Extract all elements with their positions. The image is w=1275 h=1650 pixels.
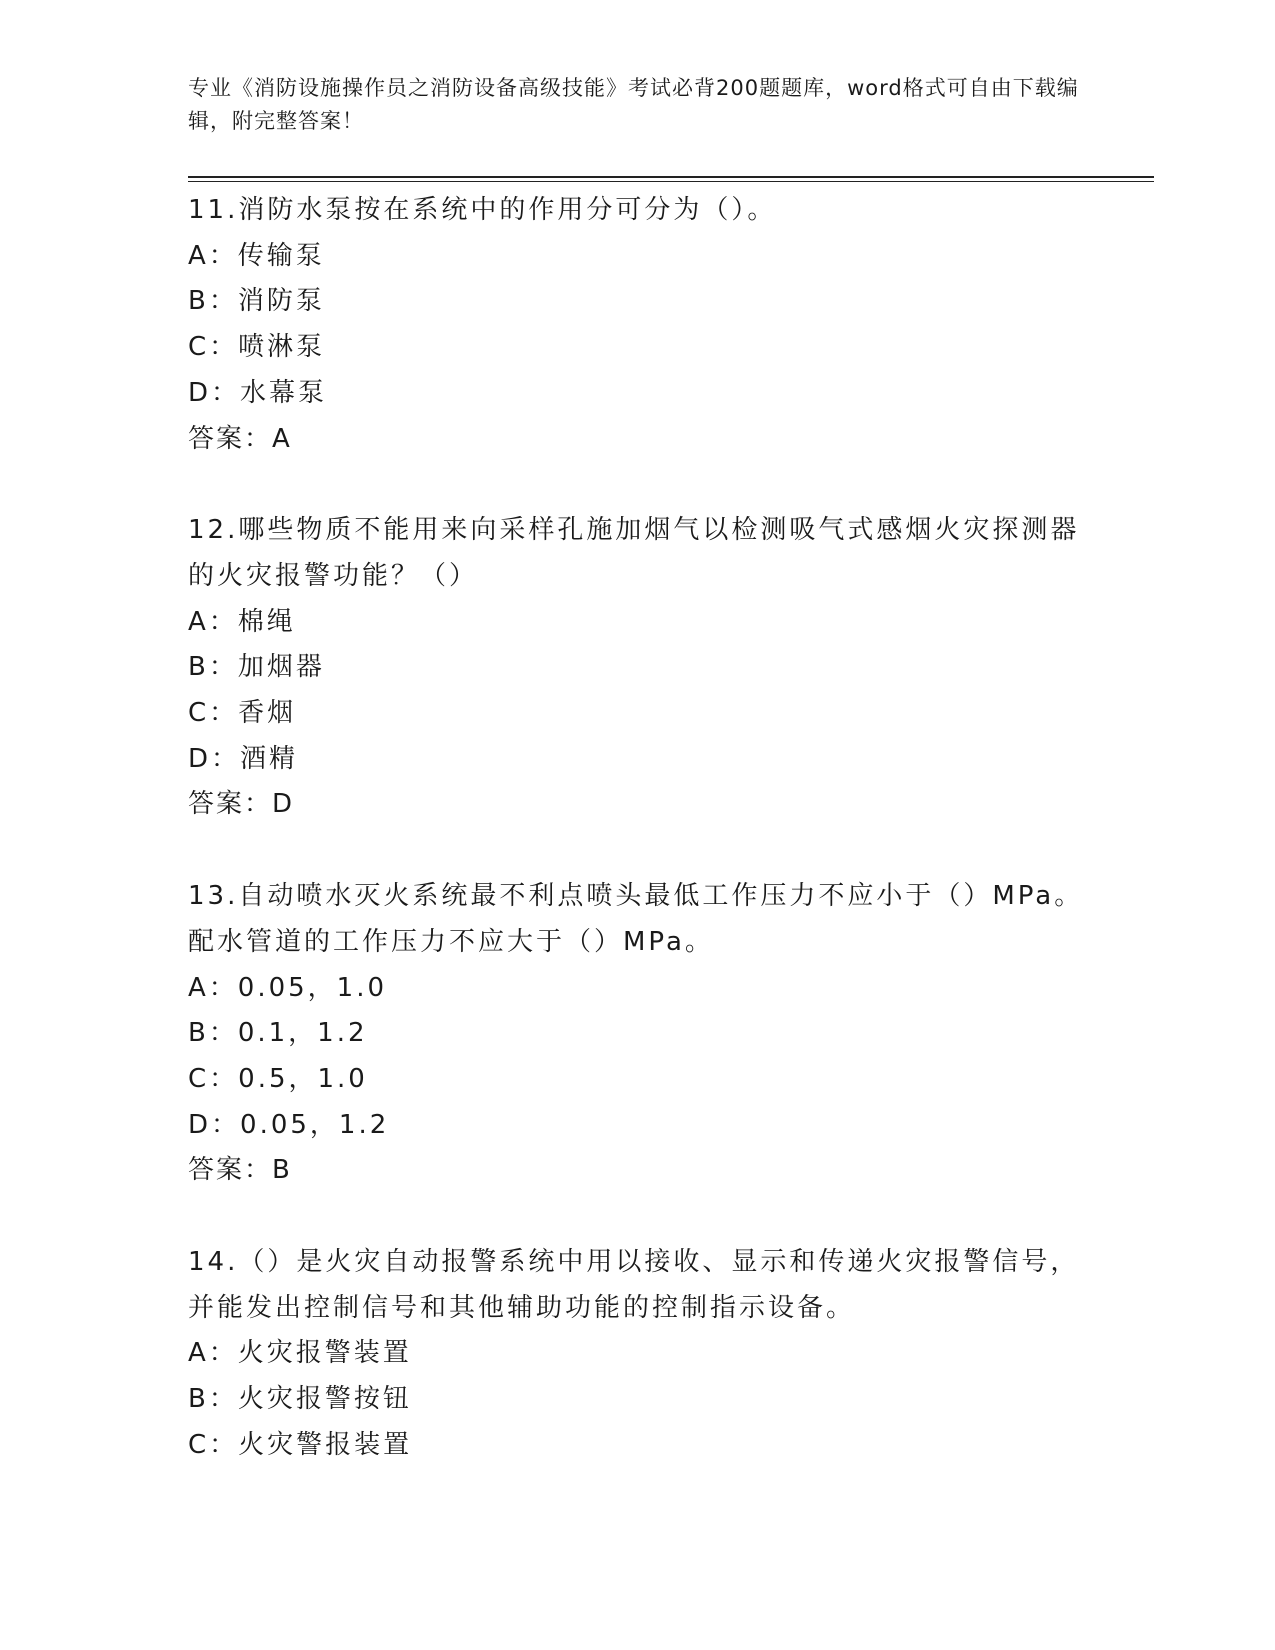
option-b: B：加烟器 <box>188 652 325 683</box>
option-a: A：0.05，1.0 <box>188 972 388 1003</box>
option-d: D：酒精 <box>188 743 299 774</box>
option-a: A：火灾报警装置 <box>188 1338 412 1369</box>
question-text: 14.（）是火灾自动报警系统中用以接收、显示和传递火灾报警信号， <box>188 1247 1080 1278</box>
option-c: C：0.5，1.0 <box>188 1063 368 1094</box>
header-divider-thick <box>188 176 1154 178</box>
question-text: 12.哪些物质不能用来向采样孔施加烟气以检测吸气式感烟火灾探测器 <box>188 515 1080 546</box>
answer-line: 答案：B <box>188 1155 292 1186</box>
question-text-continued: 的火灾报警功能？（） <box>188 560 479 591</box>
question-text-continued: 配水管道的工作压力不应大于（）MPa。 <box>188 926 714 957</box>
answer-line: 答案：D <box>188 789 295 820</box>
header-divider-thin <box>188 181 1154 182</box>
option-c: C：喷淋泵 <box>188 332 326 363</box>
option-a: A：棉绳 <box>188 606 296 637</box>
question-14 <box>188 1240 1088 1469</box>
question-11 <box>188 188 1088 462</box>
option-b: B：消防泵 <box>188 286 325 317</box>
question-13 <box>188 874 1088 1194</box>
question-list <box>188 188 1088 1515</box>
option-d: D：水幕泵 <box>188 377 328 408</box>
answer-line: 答案：A <box>188 423 292 454</box>
question-text: 13.自动喷水灭火系统最不利点喷头最低工作压力不应小于（）MPa。 <box>188 881 1084 912</box>
option-c: C：火灾警报装置 <box>188 1429 413 1460</box>
question-12 <box>188 508 1088 828</box>
option-d: D：0.05，1.2 <box>188 1109 390 1140</box>
option-a: A：传输泵 <box>188 240 325 271</box>
option-b: B：火灾报警按钮 <box>188 1384 412 1415</box>
question-text-continued: 并能发出控制信号和其他辅助功能的控制指示设备。 <box>188 1292 856 1323</box>
document-header: 专业《消防设施操作员之消防设备高级技能》考试必背200题题库，word格式可自由下载编辑，附完整答案！ <box>188 76 1079 133</box>
question-text: 11.消防水泵按在系统中的作用分可分为（）。 <box>188 195 777 225</box>
option-c: C：香烟 <box>188 698 297 729</box>
option-b: B：0.1，1.2 <box>188 1018 368 1049</box>
